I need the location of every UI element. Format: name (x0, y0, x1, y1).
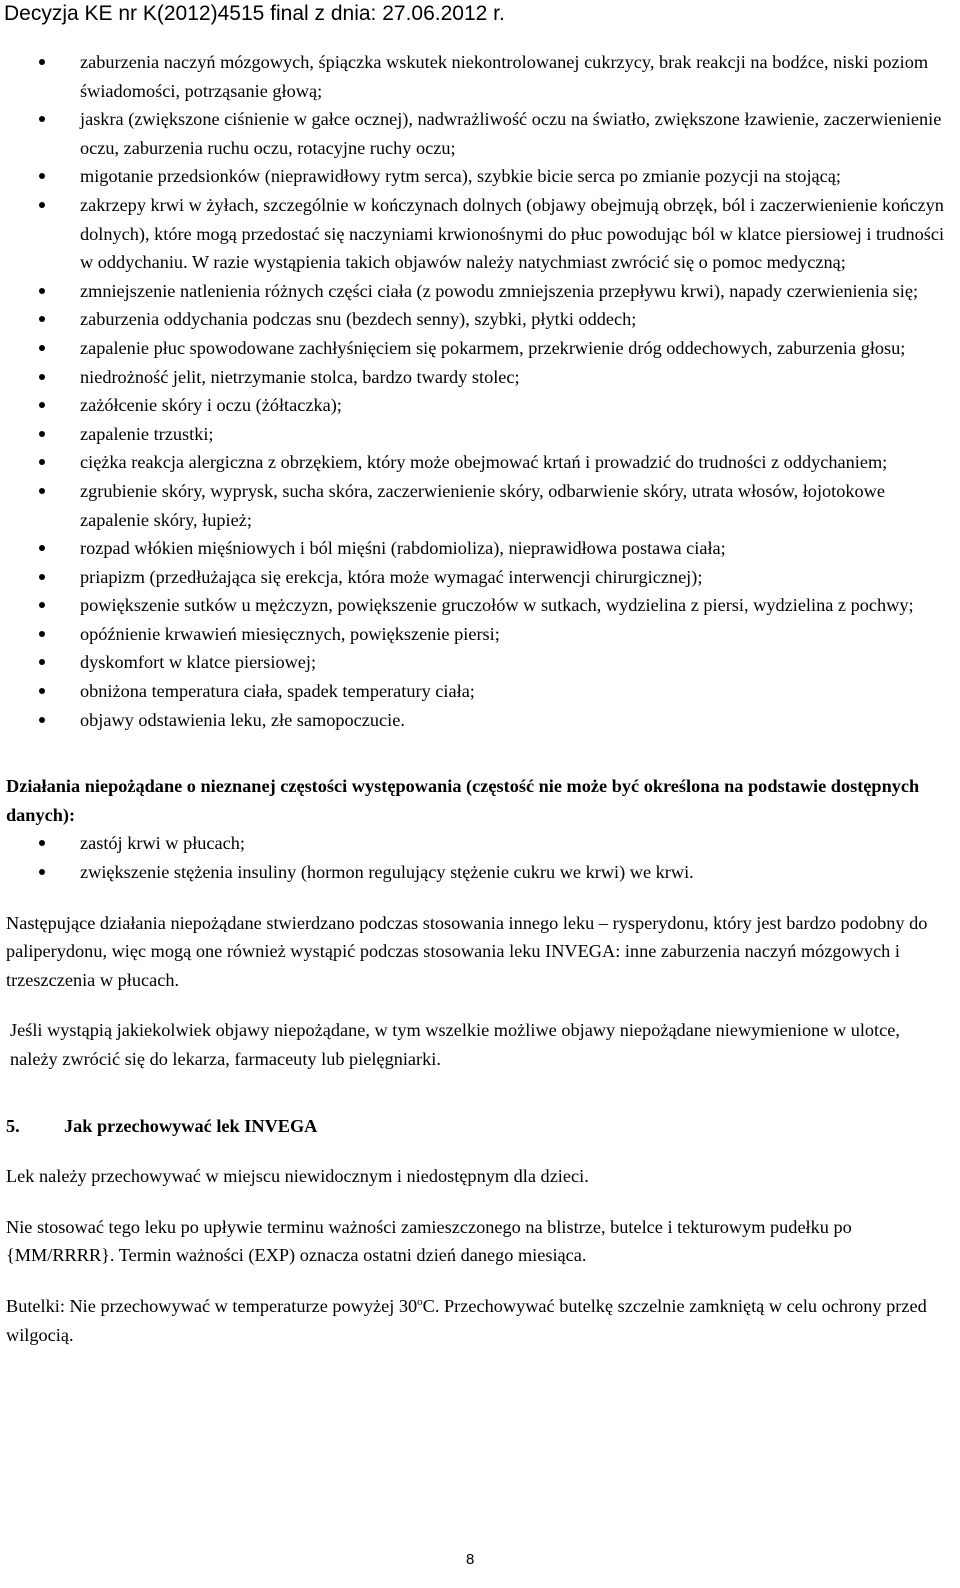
bullet-icon (39, 659, 45, 665)
list-item: priapizm (przedłużająca się erekcja, która może wymagać interwencji chirurgicznej); (6, 563, 952, 592)
list-item: zaburzenia oddychania podczas snu (bezdech senny), szybki, płytki oddech; (6, 305, 952, 334)
bullet-icon (39, 869, 45, 875)
list-item: zakrzepy krwi w żyłach, szczególnie w kończynach dolnych (objawy obejmują obrzęk, ból i zaczerwienienie kończyn dolnych), które mogą przedostać się naczyniami krwionośnymi do płuc powodując ból w klatce piersiowej i trudności w oddychaniu. W razie wystąpienia takich objawów należy natychmiast zwrócić się o pomoc medyczną; (6, 191, 952, 277)
list-item: ciężka reakcja alergiczna z obrzękiem, który może obejmować krtań i prowadzić do trudności z oddychaniem; (6, 448, 952, 477)
bullet-icon (39, 173, 45, 179)
bullet-icon (39, 431, 45, 437)
bullet-icon (39, 545, 45, 551)
bullet-icon (39, 402, 45, 408)
storage-children-paragraph: Lek należy przechowywać w miejscu niewidocznym i niedostępnym dla dzieci. (6, 1166, 589, 1187)
bullet-icon (39, 631, 45, 637)
list-item: zaburzenia naczyń mózgowych, śpiączka wskutek niekontrolowanej cukrzycy, brak reakcji na bodźce, niski poziom świadomości, potrząsanie głową; (6, 48, 952, 105)
list-item: powiększenie sutków u mężczyzn, powiększenie gruczołów w sutkach, wydzielina z piersi, wydzielina z pochwy; (6, 591, 952, 620)
unknown-frequency-list (6, 829, 952, 886)
bullet-icon (39, 717, 45, 723)
side-effects-list (6, 48, 952, 734)
list-item: objawy odstawienia leku, złe samopoczucie. (6, 706, 952, 735)
unknown-frequency-heading: Działania niepożądane o nieznanej częstości występowania (częstość nie może być określona na podstawie dostępnych danych): (6, 776, 920, 825)
expiry-paragraph: Nie stosować tego leku po upływie terminu ważności zamieszczonego na blistrze, butelce i tekturowym pudełku po {MM/RRRR}. Termin ważności (EXP) oznacza ostatni dzień danego miesiąca. (6, 1216, 852, 1266)
bullet-icon (39, 459, 45, 465)
section-number: 5. (6, 1115, 20, 1136)
temperature-paragraph: Butelki: Nie przechowywać w temperaturze powyżej 30$^o$C. Przechowywać butelkę szczelnie zamkniętą w celu ochrony przed wilgocią. (6, 1295, 927, 1345)
bullet-icon (39, 840, 45, 846)
bullet-icon (39, 116, 45, 122)
list-item: jaskra (zwiększone ciśnienie w gałce ocznej), nadwrażliwość oczu na światło, zwiększone łzawienie, zaczerwienienie oczu, zaburzenia ruchu oczu, rotacyjne ruchy oczu; (6, 105, 952, 162)
bullet-icon (39, 374, 45, 380)
bullet-icon (39, 488, 45, 494)
list-item: zmniejszenie natlenienia różnych części ciała (z powodu zmniejszenia przepływu krwi), napady czerwienienia się; (6, 277, 952, 306)
list-item: dyskomfort w klatce piersiowej; (6, 648, 952, 677)
list-item: zażółcenie skóry i oczu (żółtaczka); (6, 391, 952, 420)
bullet-icon (39, 688, 45, 694)
section-title-text: Jak przechowywać lek INVEGA (64, 1115, 318, 1136)
section-5-title (6, 1112, 952, 1141)
bullet-icon (39, 345, 45, 351)
list-item: migotanie przedsionków (nieprawidłowy rytm serca), szybkie bicie serca po zmianie pozycji na stojącą; (6, 162, 952, 191)
bullet-icon (39, 316, 45, 322)
list-item: zwiększenie stężenia insuliny (hormon regulujący stężenie cukru we krwi) we krwi. (6, 858, 952, 887)
list-item: zapalenie płuc spowodowane zachłyśnięciem się pokarmem, przekrwienie dróg oddechowych, zaburzenia głosu; (6, 334, 952, 363)
list-item: zastój krwi w płucach; (6, 829, 952, 858)
bullet-icon (39, 59, 45, 65)
risperidone-paragraph: Następujące działania niepożądane stwierdzano podczas stosowania innego leku – rysperydonu, który jest bardzo podobny do paliperydonu, więc mogą one również wystąpić podczas stosowania leku INVEGA: inne zaburzenia naczyń mózgowych i trzeszczenia w płucach. (6, 912, 928, 990)
document-body (6, 48, 952, 1349)
document-header: Decyzja KE nr K(2012)4515 final z dnia: 27.06.2012 r. (4, 2, 505, 25)
list-item: rozpad włókien mięśniowych i ból mięśni (rabdomioliza), nieprawidłowa postawa ciała; (6, 534, 952, 563)
list-item: zapalenie trzustki; (6, 420, 952, 449)
bullet-icon (39, 202, 45, 208)
list-item: zgrubienie skóry, wyprysk, sucha skóra, zaczerwienienie skóry, odbarwienie skóry, utrata włosów, łojotokowe zapalenie skóry, łupież; (6, 477, 952, 534)
report-paragraph: Jeśli wystąpią jakiekolwiek objawy niepożądane, w tym wszelkie możliwe objawy niepożądane niewymienione w ulotce, należy zwrócić się do lekarza, farmaceuty lub pielęgniarki. (10, 1020, 900, 1069)
list-item: opóźnienie krwawień miesięcznych, powiększenie piersi; (6, 620, 952, 649)
list-item: obniżona temperatura ciała, spadek temperatury ciała; (6, 677, 952, 706)
list-item: niedrożność jelit, nietrzymanie stolca, bardzo twardy stolec; (6, 363, 952, 392)
page-number: 8 (466, 1551, 475, 1568)
bullet-icon (39, 288, 45, 294)
bullet-icon (39, 602, 45, 608)
bullet-icon (39, 574, 45, 580)
